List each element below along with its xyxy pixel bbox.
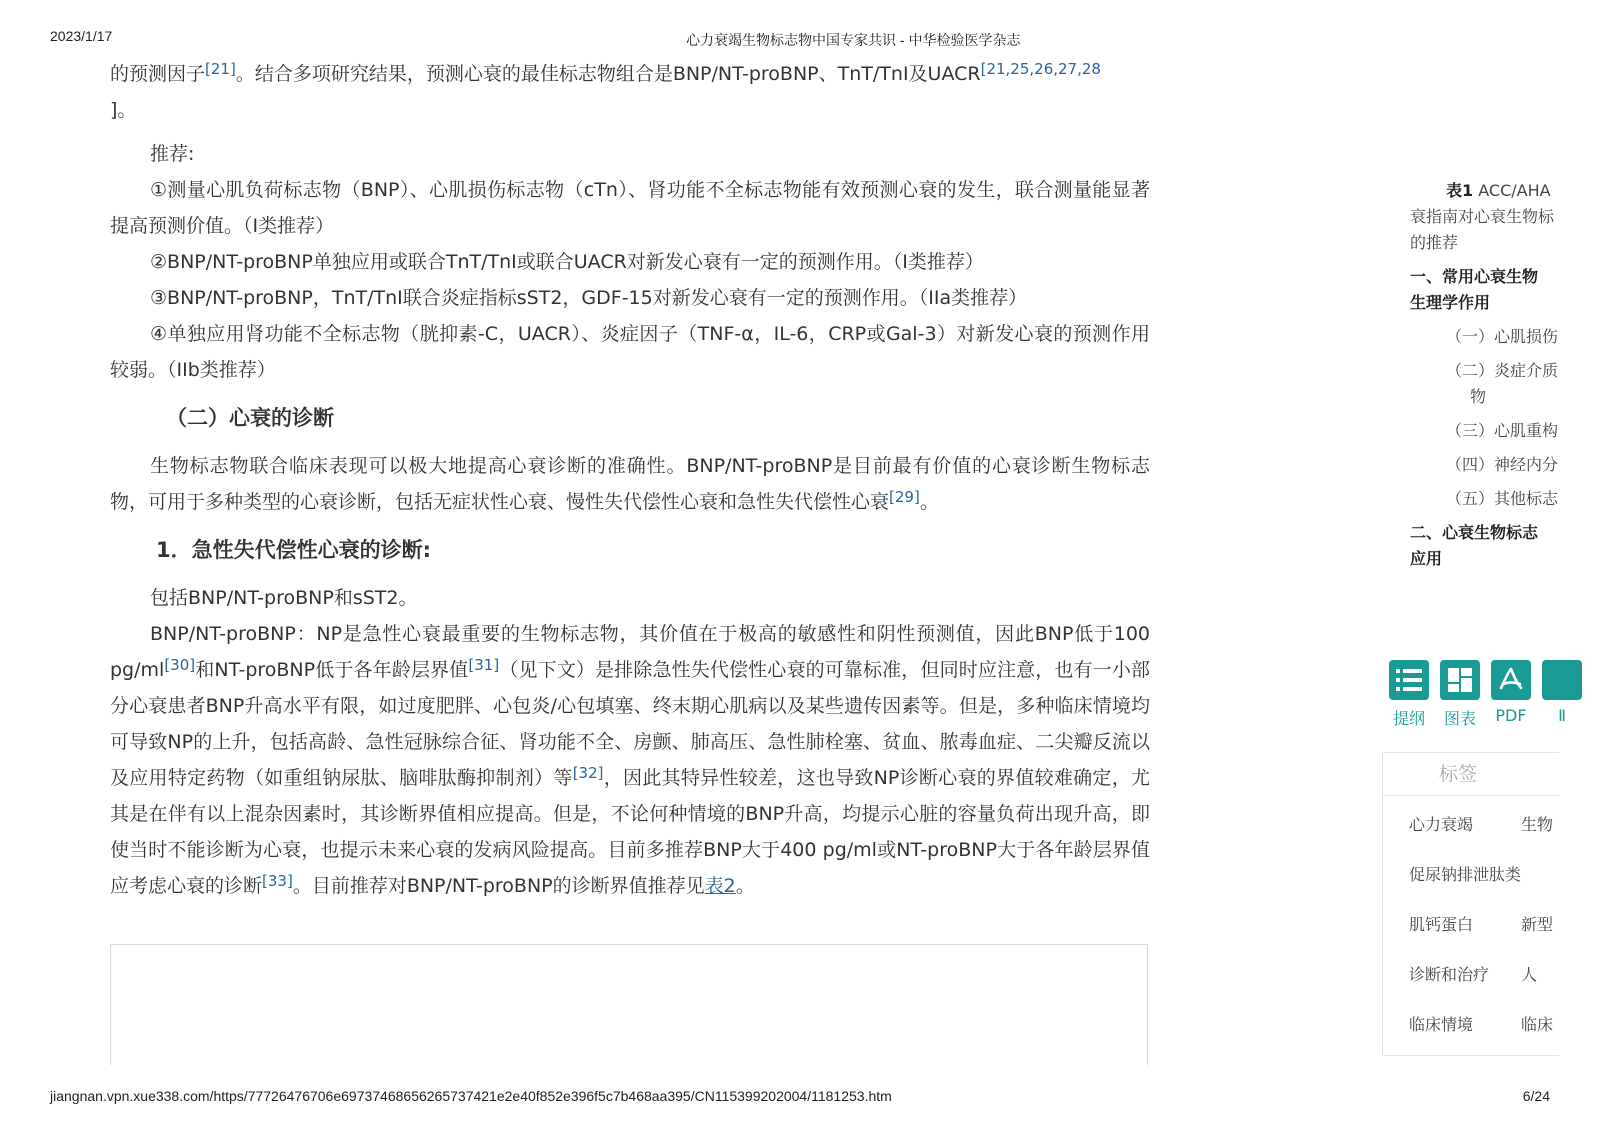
recommendation-3: ③BNP/NT-proBNP，TnT/TnI联合炎症指标sST2，GDF-15对新发心衰有一定的预测作用。（IIa类推荐）	[150, 287, 1028, 309]
table-label: 表1	[1446, 181, 1474, 200]
outline-section-1-line2: 生理学作用	[1410, 293, 1491, 312]
tag-link[interactable]: 促尿钠排泄肽类	[1409, 865, 1522, 884]
citation-31[interactable]: [31]	[468, 656, 500, 674]
text-segment: 。	[735, 875, 755, 897]
outline-table-1[interactable]	[1410, 178, 1558, 204]
text-segment: 。	[919, 491, 939, 513]
print-date: 2023/1/17	[50, 28, 113, 44]
recommendation-2: ②BNP/NT-proBNP单独应用或联合TnT/TnI或联合UACR对新发心衰有一定的预测作用。（I类推荐）	[150, 251, 984, 273]
outline-table-1-line3[interactable]: 的推荐	[1410, 233, 1459, 252]
pdf-button[interactable]	[1485, 660, 1537, 725]
outline-section-2-line2: 应用	[1410, 549, 1443, 568]
print-header	[0, 26, 1600, 50]
print-page-number: 6/24	[1522, 1088, 1550, 1104]
tag-link[interactable]: 心力衰竭	[1409, 815, 1474, 834]
pdf-button-label: PDF	[1495, 706, 1527, 725]
table-2-link[interactable]: 表2	[704, 875, 736, 897]
text-segment: 。结合多项研究结果，预测心衰的最佳标志物组合是BNP/NT-proBNP、TnT/TnI及UACR	[235, 63, 981, 85]
subsection-heading-acute: 1．急性失代偿性心衰的诊断:	[156, 538, 432, 562]
text-segment: ，因此其特异性较差，这也导致NP诊断心衰的界值较难确定，尤其是在伴有以上混杂因素时，其诊断界值相应提高。但是，不论何种情境的BNP升高，均提示心脏的容量负荷出现升高，即使当时不能诊断为心衰，也提示未来心衰的发病风险提高。目前多推荐BNP大于400 pg/ml或NT-proBNP大于各年龄层界值应考虑心衰的诊断	[110, 767, 1150, 897]
tag-link[interactable]: 人	[1521, 965, 1538, 984]
tag-row	[1383, 946, 1559, 996]
tags-panel	[1382, 752, 1559, 1056]
table-title: ACC/AHA	[1473, 181, 1551, 200]
recommendation-1: ①测量心肌负荷标志物（BNP）、心肌损伤标志物（cTn）、肾功能不全标志物能有效预测心衰的发生，联合测量能显著提高预测价值。（I类推荐）	[110, 179, 1150, 237]
tag-link[interactable]: 临床	[1521, 1015, 1554, 1034]
outline-section-1-line1: 一、常用心衰生物	[1410, 267, 1539, 286]
more-icon	[1542, 660, 1582, 700]
text-segment: BNP/NT-proBNP：NP是急性心衰最重要的生物标志物，其价值在于极高的敏感性和阴性预测值，因此BNP低于100 pg/ml	[110, 623, 1150, 681]
tag-link[interactable]: 生物	[1521, 815, 1554, 834]
citation-32[interactable]: [32]	[572, 764, 604, 782]
outline-item-2-line1: （二）炎症介质	[1446, 361, 1559, 380]
outline-item-2[interactable]	[1410, 358, 1558, 410]
citation-33[interactable]: [33]	[262, 872, 293, 890]
outline-item-5[interactable]: （五）其他标志	[1446, 489, 1559, 508]
tag-link[interactable]: 临床情境	[1409, 1015, 1474, 1034]
paragraph-includes: 包括BNP/NT-proBNP和sST2。	[150, 587, 418, 609]
tag-link[interactable]: 肌钙蛋白	[1409, 915, 1474, 934]
tag-row	[1383, 796, 1559, 846]
tag-row	[1383, 896, 1559, 946]
outline-section-1[interactable]	[1410, 264, 1558, 316]
tags-title: 标签	[1383, 753, 1559, 796]
section-heading-diagnosis: （二）心衰的诊断	[166, 406, 334, 430]
recommendation-title: 推荐:	[150, 143, 195, 165]
citation-21[interactable]: [21]	[205, 60, 236, 78]
more-button[interactable]	[1536, 660, 1588, 725]
paragraph-prediction	[110, 56, 1150, 128]
text-segment: 生物标志物联合临床表现可以极大地提高心衰诊断的准确性。BNP/NT-proBNP是目前最有价值的心衰诊断生物标志物，可用于多种类型的心衰诊断，包括无症状性心衰、慢性失代偿性心衰和急性失代偿性心衰	[110, 455, 1150, 513]
citation-29[interactable]: [29]	[889, 488, 920, 506]
paragraph-diagnosis	[110, 448, 1150, 520]
tool-buttons	[1383, 660, 1566, 730]
citation-21-28[interactable]: [21,25,26,27,28	[980, 60, 1101, 78]
outline-section-2-line1: 二、心衰生物标志	[1410, 523, 1539, 542]
article-body	[110, 56, 1150, 1082]
charts-button-label: 图表	[1443, 709, 1476, 728]
pdf-icon	[1491, 660, 1531, 700]
outline-table-1-line2[interactable]: 衰指南对心衰生物标	[1410, 207, 1555, 226]
outline-button-label: 提纲	[1392, 709, 1425, 728]
tag-link[interactable]: 诊断和治疗	[1409, 965, 1490, 984]
recommendation-4: ④单独应用肾功能不全标志物（胱抑素-C，UACR）、炎症因子（TNF-α，IL-6，CRP或Gal-3）对新发心衰的预测作用较弱。（IIb类推荐）	[110, 323, 1150, 381]
print-footer	[0, 1086, 1600, 1108]
table-2-frame	[110, 944, 1148, 1065]
list-icon	[1389, 660, 1429, 700]
outline-section-2[interactable]	[1410, 520, 1558, 572]
more-button-label: Ⅱ	[1558, 706, 1566, 725]
tag-row	[1383, 846, 1559, 896]
tag-link[interactable]: 新型	[1521, 915, 1554, 934]
charts-button[interactable]	[1434, 660, 1486, 729]
outline-item-1[interactable]: （一）心肌损伤	[1446, 327, 1559, 346]
citation-30[interactable]: [30]	[164, 656, 196, 674]
paragraph-bnp	[110, 616, 1150, 904]
outline-button[interactable]	[1383, 660, 1435, 729]
text-segment: 的预测因子	[110, 63, 206, 85]
outline-sidebar	[1410, 178, 1558, 572]
print-url: jiangnan.vpn.xue338.com/https/77726476706e69737468656265737421e2e40f852e396f5c7b468aa395/CN115399202004/1181253.htm	[50, 1088, 892, 1104]
outline-item-3[interactable]: （三）心肌重构	[1446, 421, 1559, 440]
text-segment: （见下文）是排除急性失代偿性心衰的可靠标准，但同时应注意，也有一小部分心衰患者BNP升高水平有限，如过度肥胖、心包炎/心包填塞、终末期心肌病以及某些遗传因素等。但是，多种临床情境均可导致NP的上升，包括高龄、急性冠脉综合征、肾功能不全、房颤、肺高压、急性肺栓塞、贫血、脓毒血症、二尖瓣反流以及应用特定药物（如重组钠尿肽、脑啡肽酶抑制剂）等	[110, 659, 1150, 789]
text-segment: 。目前推荐对BNP/NT-proBNP的诊断界值推荐见	[292, 875, 705, 897]
grid-icon	[1440, 660, 1480, 700]
print-page-title: 心力衰竭生物标志物中国专家共识 - 中华检验医学杂志	[686, 32, 1021, 48]
text-segment: 和NT-proBNP低于各年龄层界值	[195, 659, 469, 681]
text-segment: ]。	[110, 99, 137, 121]
outline-item-2-line2: 物	[1470, 387, 1487, 406]
tag-row	[1383, 996, 1559, 1046]
outline-item-4[interactable]: （四）神经内分	[1446, 455, 1559, 474]
